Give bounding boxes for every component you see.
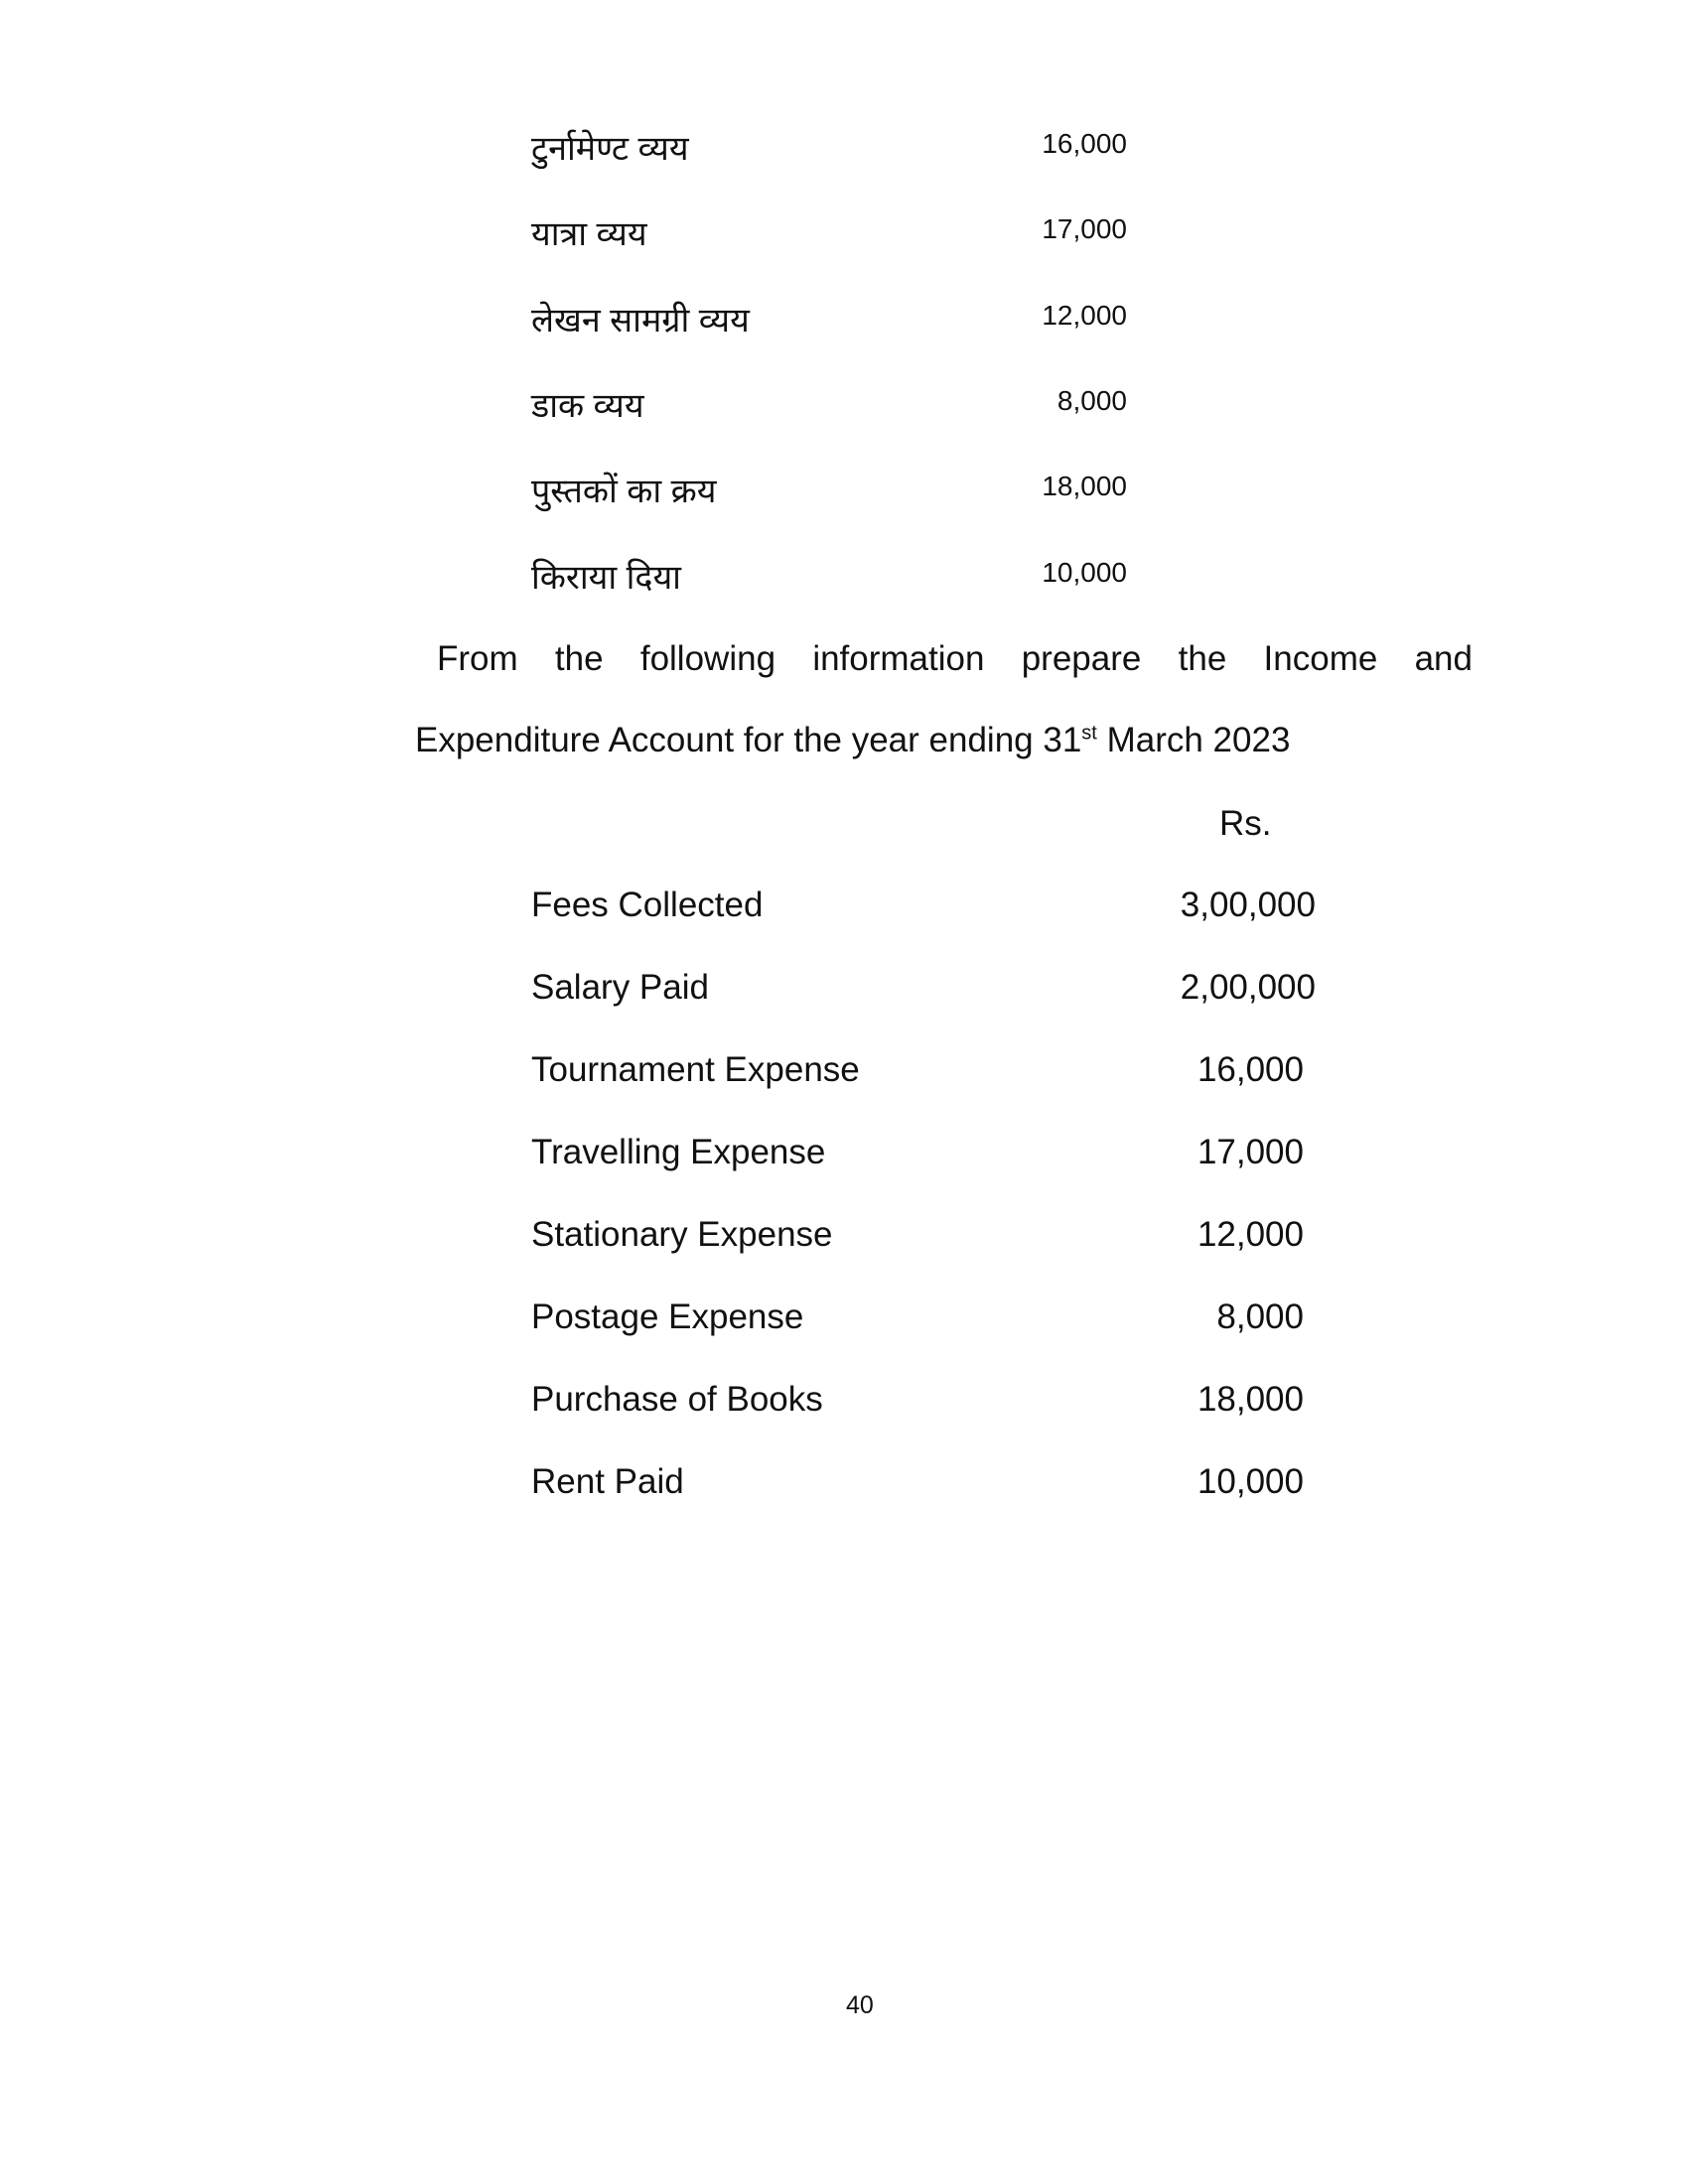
item-amount: 18,000 <box>1042 471 1127 501</box>
list-item <box>531 553 1127 603</box>
item-amount: 3,00,000 <box>1180 886 1316 924</box>
list-item <box>531 968 1316 1018</box>
item-label: Tournament Expense <box>531 1050 860 1089</box>
item-amount: 2,00,000 <box>1180 968 1316 1007</box>
question-text-end: March 2023 <box>1096 721 1291 759</box>
item-amount: 8,000 <box>1216 1297 1304 1336</box>
item-amount: 16,000 <box>1042 128 1127 159</box>
word: and <box>1414 639 1473 678</box>
word: information <box>812 639 985 678</box>
item-label: Postage Expense <box>531 1297 804 1336</box>
question-text: Expenditure Account for the year ending 31 <box>415 721 1082 759</box>
item-amount: 12,000 <box>1196 1215 1304 1254</box>
item-amount: 16,000 <box>1196 1050 1304 1089</box>
question-line-2 <box>415 721 1290 760</box>
item-label: Salary Paid <box>531 968 709 1007</box>
word: Income <box>1263 639 1378 678</box>
item-label: पुस्तकों का क्रय <box>531 473 717 510</box>
list-item <box>531 1462 1316 1512</box>
ordinal-suffix: st <box>1081 722 1097 745</box>
item-amount: 18,000 <box>1196 1380 1304 1419</box>
list-item <box>531 124 1127 174</box>
list-item <box>531 1133 1316 1182</box>
list-item <box>531 296 1127 345</box>
question-line-1 <box>437 639 1473 679</box>
word: From <box>437 639 518 678</box>
item-label: Travelling Expense <box>531 1133 826 1171</box>
item-label: Rent Paid <box>531 1462 684 1501</box>
item-label: किराया दिया <box>531 559 681 597</box>
currency-header: Rs. <box>1219 804 1272 843</box>
list-item <box>531 381 1127 431</box>
item-label: Stationary Expense <box>531 1215 833 1254</box>
word: the <box>1178 639 1227 678</box>
item-label: टुर्नामेण्ट व्यय <box>531 130 689 168</box>
list-item <box>531 886 1316 935</box>
list-item <box>531 467 1127 516</box>
list-item <box>531 209 1127 259</box>
item-label: Purchase of Books <box>531 1380 823 1419</box>
item-label: Fees Collected <box>531 886 764 924</box>
item-amount: 8,000 <box>1056 385 1127 416</box>
list-item <box>531 1297 1316 1347</box>
list-item <box>531 1380 1316 1430</box>
item-amount: 17,000 <box>1196 1133 1304 1171</box>
word: following <box>639 639 776 678</box>
item-amount: 10,000 <box>1196 1462 1304 1501</box>
item-amount: 17,000 <box>1042 213 1127 244</box>
item-label: लेखन सामग्री व्यय <box>531 302 750 340</box>
item-label: डाक व्यय <box>531 387 644 425</box>
word: the <box>554 639 604 678</box>
item-amount: 12,000 <box>1042 300 1127 331</box>
list-item <box>531 1050 1316 1100</box>
page-number: 40 <box>846 1991 874 2019</box>
word: prepare <box>1021 639 1142 678</box>
list-item <box>531 1215 1316 1265</box>
item-amount: 10,000 <box>1042 557 1127 588</box>
item-label: यात्रा व्यय <box>531 215 647 253</box>
